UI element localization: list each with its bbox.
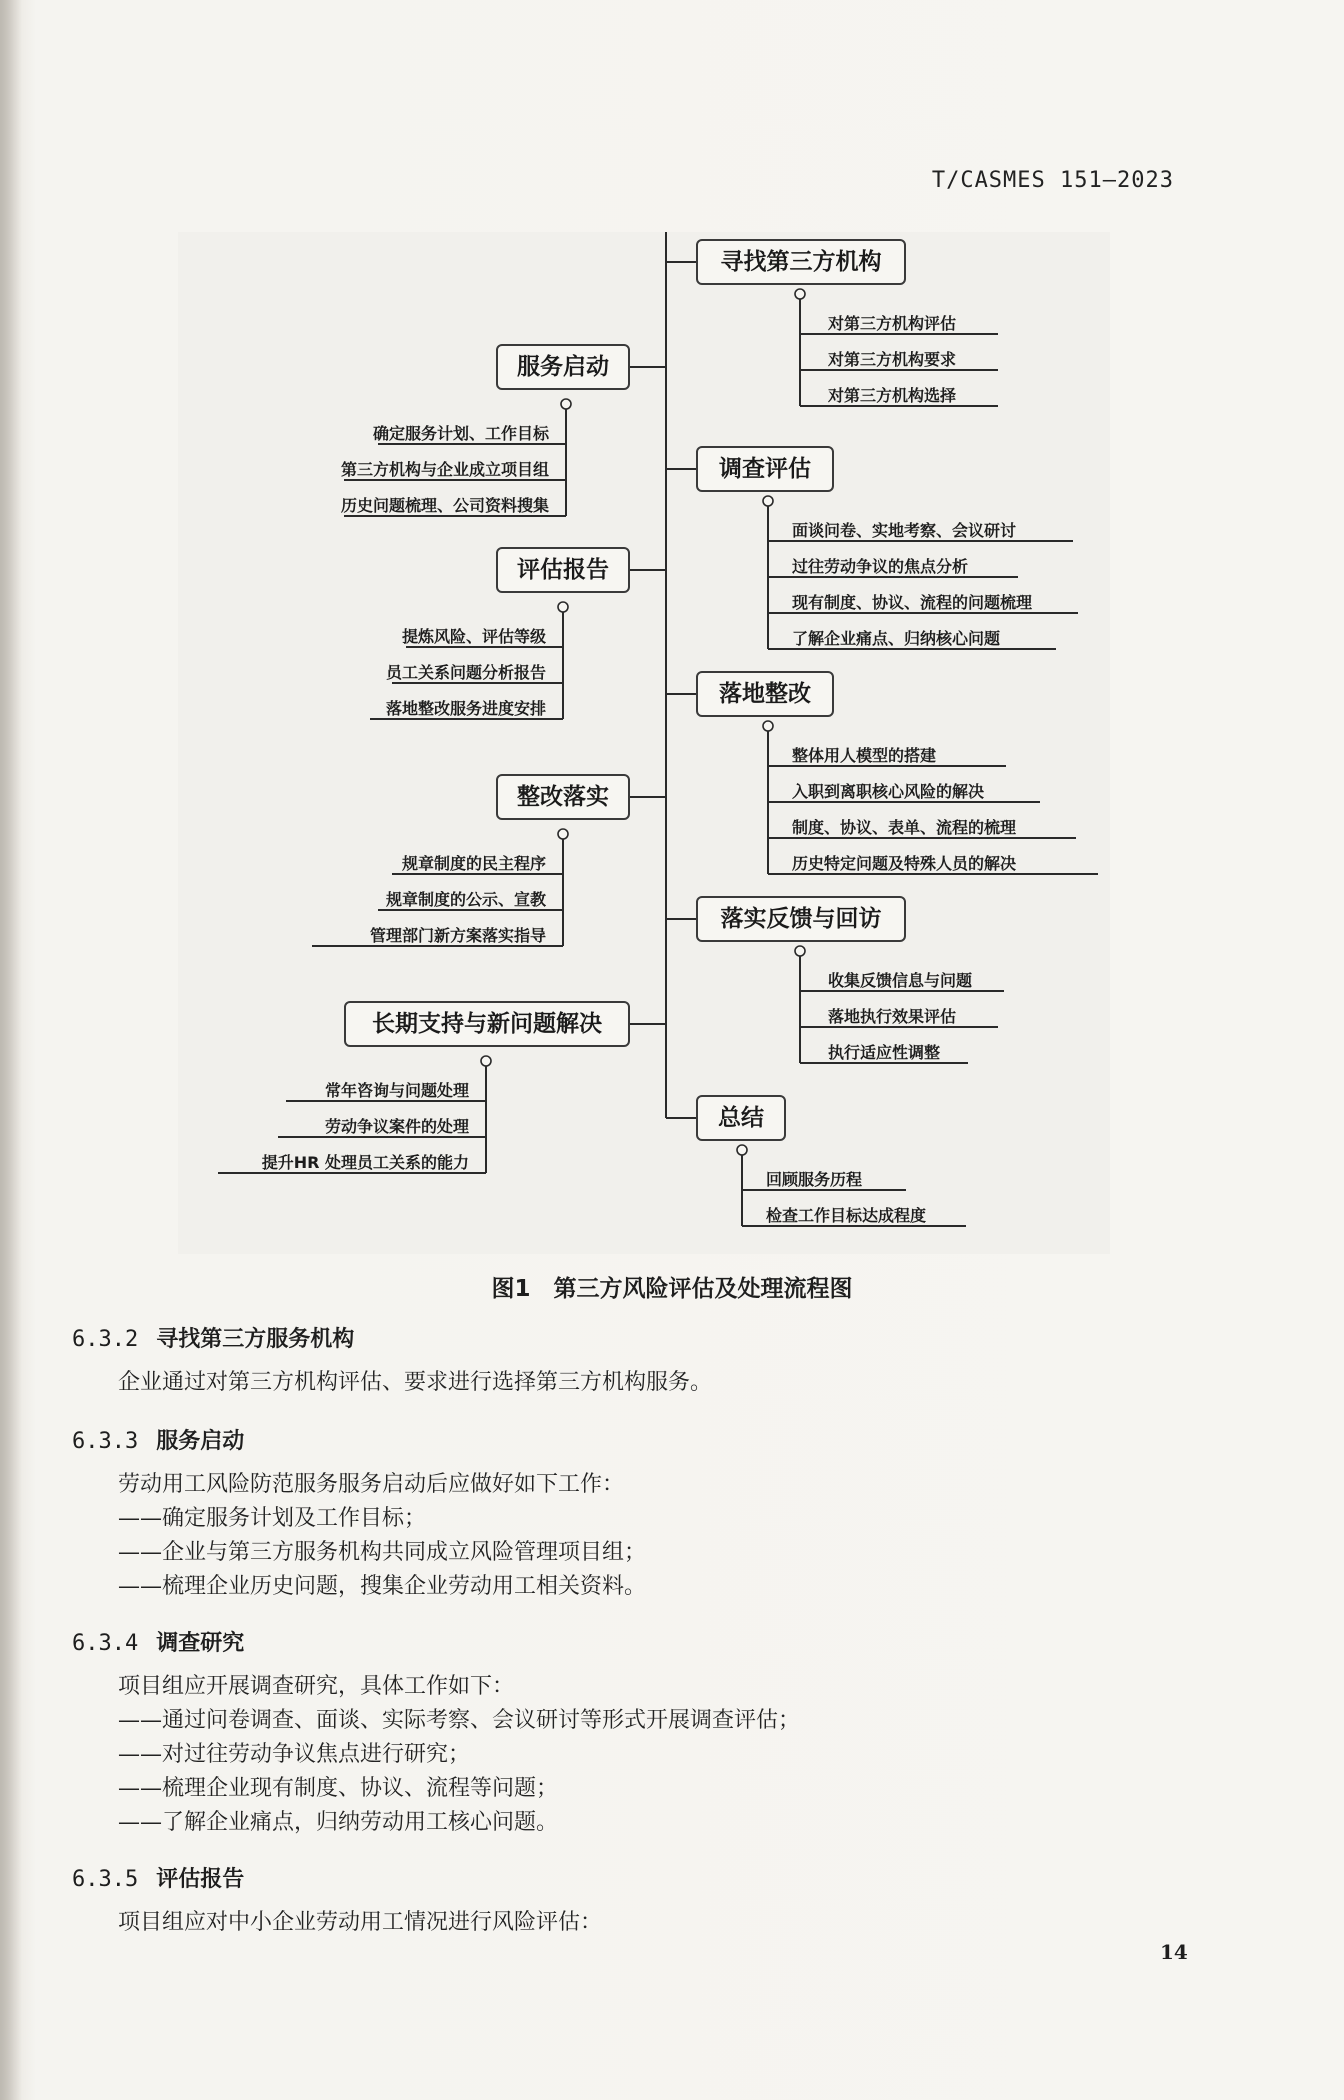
- node-investigation: 调查评估: [696, 446, 834, 492]
- figure-caption: 图1 第三方风险评估及处理流程图: [491, 1276, 853, 1302]
- section-title: 服务启动: [156, 1429, 245, 1454]
- leaf-item: 第三方机构与企业成立项目组: [340, 460, 549, 479]
- leaf-item: 入职到离职核心风险的解决: [792, 782, 985, 801]
- leaf-item: 提升HR 处理员工关系的能力: [261, 1153, 469, 1172]
- section-number: 6.3.3: [72, 1429, 139, 1454]
- list-item: ——确定服务计划及工作目标；: [118, 1506, 427, 1531]
- leaf-item: 历史问题梳理、公司资料搜集: [340, 496, 549, 515]
- leaf-item: 过往劳动争议的焦点分析: [792, 557, 969, 576]
- paragraph-line: 项目组应开展调查研究，具体工作如下：: [118, 1674, 515, 1699]
- node-summary: 总结: [696, 1095, 786, 1141]
- list-item: ——梳理企业现有制度、协议、流程等问题；: [118, 1776, 559, 1801]
- leaf-item: 整体用人模型的搭建: [792, 746, 937, 765]
- leaf-item: 现有制度、协议、流程的问题梳理: [792, 593, 1033, 612]
- node-rectification: 整改落实: [496, 774, 630, 820]
- leaf-item: 确定服务计划、工作目标: [372, 424, 549, 443]
- leaf-item: 管理部门新方案落实指导: [369, 926, 546, 945]
- leaf-item: 劳动争议案件的处理: [324, 1117, 469, 1136]
- section-title: 寻找第三方服务机构: [156, 1327, 355, 1352]
- section-paragraph: [118, 1468, 646, 1604]
- leaf-item: 规章制度的公示、宣教: [385, 890, 546, 909]
- flowchart-figure: [178, 232, 1110, 1254]
- leaf-item: 检查工作目标达成程度: [766, 1206, 927, 1225]
- node-long-term-support: 长期支持与新问题解决: [344, 1001, 630, 1047]
- leaf-item: 落地整改服务进度安排: [385, 699, 546, 718]
- leaf-item: 面谈问卷、实地考察、会议研讨: [792, 521, 1017, 540]
- section-title: 调查研究: [156, 1631, 245, 1656]
- document-code-header: T/CASMES 151—2023: [931, 168, 1174, 193]
- paragraph-line: 企业通过对第三方机构评估、要求进行选择第三方机构服务。: [118, 1370, 713, 1395]
- leaf-item: 对第三方机构要求: [828, 350, 957, 369]
- page-number: 14: [1160, 1940, 1188, 1964]
- paragraph-line: 项目组应对中小企业劳动用工情况进行风险评估：: [118, 1910, 603, 1935]
- section-paragraph: [118, 1906, 602, 1940]
- list-item: ——对过往劳动争议焦点进行研究；: [118, 1742, 471, 1767]
- section-heading: [72, 1626, 244, 1657]
- leaf-item: 对第三方机构选择: [828, 386, 957, 405]
- section-number: 6.3.4: [72, 1631, 139, 1656]
- section-heading: [72, 1424, 244, 1455]
- list-item: ——了解企业痛点，归纳劳动用工核心问题。: [118, 1810, 559, 1835]
- leaf-item: 历史特定问题及特殊人员的解决: [792, 854, 1017, 873]
- leaf-item: 了解企业痛点、归纳核心问题: [792, 629, 1001, 648]
- leaf-item: 员工关系问题分析报告: [385, 663, 546, 682]
- list-item: ——企业与第三方服务机构共同成立风险管理项目组；: [118, 1540, 647, 1565]
- node-service-start: 服务启动: [496, 344, 630, 390]
- node-find-third-party: 寻找第三方机构: [696, 239, 906, 285]
- leaf-item: 回顾服务历程: [766, 1170, 863, 1189]
- leaf-item: 常年咨询与问题处理: [324, 1081, 469, 1100]
- section-paragraph: [118, 1670, 800, 1840]
- leaf-item: 提炼风险、评估等级: [401, 627, 546, 646]
- leaf-item: 对第三方机构评估: [828, 314, 957, 333]
- section-number: 6.3.5: [72, 1867, 139, 1892]
- node-feedback-revisit: 落实反馈与回访: [696, 896, 906, 942]
- list-item: ——梳理企业历史问题，搜集企业劳动用工相关资料。: [118, 1574, 647, 1599]
- section-heading: [72, 1322, 354, 1353]
- list-item: ——通过问卷调查、面谈、实际考察、会议研讨等形式开展调查评估；: [118, 1708, 801, 1733]
- section-number: 6.3.2: [72, 1327, 139, 1352]
- flowchart-lines: [178, 232, 1110, 1254]
- paragraph-line: 劳动用工风险防范服务服务启动后应做好如下工作：: [118, 1472, 625, 1497]
- section-paragraph: [118, 1366, 712, 1400]
- section-title: 评估报告: [156, 1867, 245, 1892]
- leaf-item: 执行适应性调整: [828, 1043, 941, 1062]
- leaf-item: 规章制度的民主程序: [401, 854, 546, 873]
- leaf-item: 收集反馈信息与问题: [828, 971, 973, 990]
- leaf-item: 制度、协议、表单、流程的梳理: [792, 818, 1017, 837]
- node-implementation: 落地整改: [696, 671, 834, 717]
- node-assessment-report: 评估报告: [496, 547, 630, 593]
- page-gutter-shadow: [0, 0, 22, 2100]
- leaf-item: 落地执行效果评估: [828, 1007, 957, 1026]
- section-heading: [72, 1862, 244, 1893]
